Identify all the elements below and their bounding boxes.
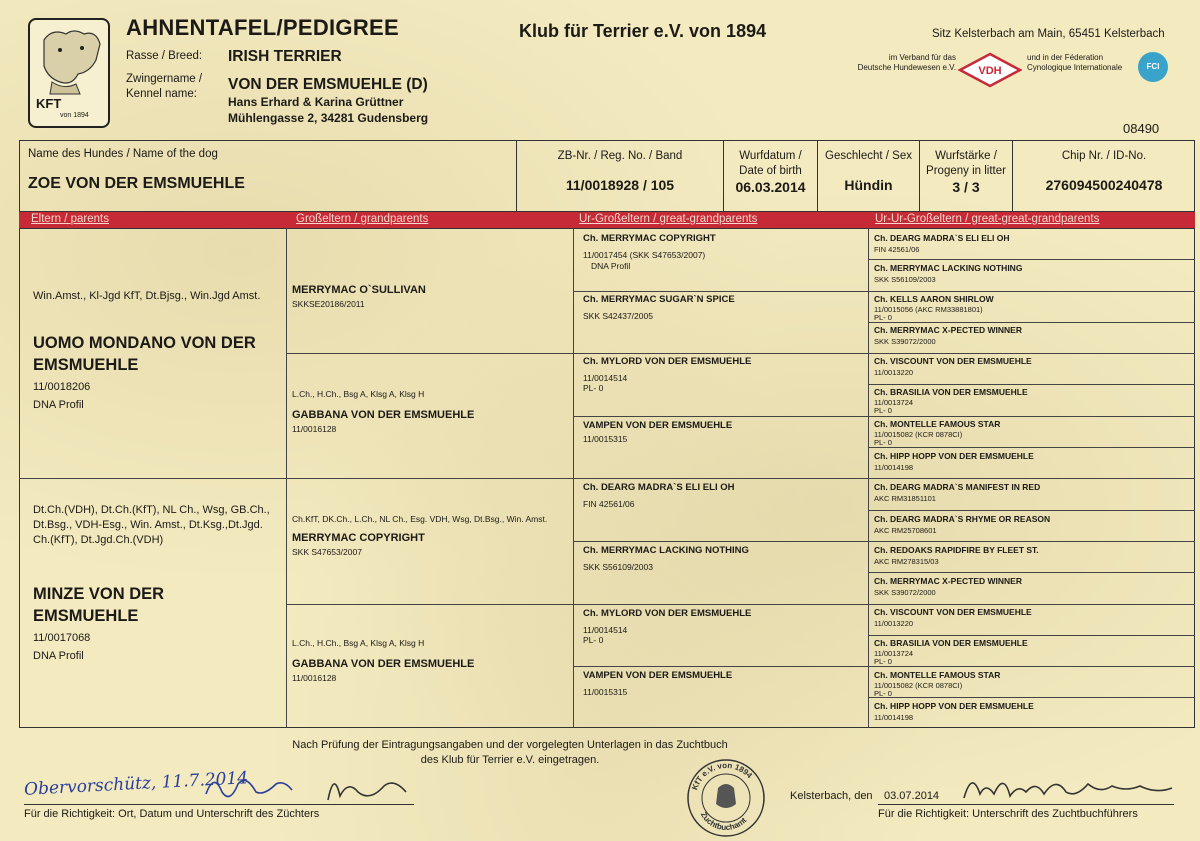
reg-value: 11/0018928 / 105 <box>565 177 675 193</box>
parent-dam <box>33 503 285 662</box>
ggp-reg: SKK S42437/2005 <box>583 311 653 321</box>
grid-divider <box>868 635 1195 636</box>
sire-dna: DNA Profil <box>33 399 84 411</box>
gggp-5: Ch. VISCOUNT VON DER EMSMUEHLE 11/0013220 <box>874 356 1032 377</box>
grandparent-1 <box>292 284 570 309</box>
dob-value: 06.03.2014 <box>735 179 806 195</box>
breeder-name: Hans Erhard & Karina Grüttner <box>228 95 404 109</box>
chip-cell <box>1012 140 1195 212</box>
fci-membership-text: und in der Féderation Cynologique Internationale <box>1027 53 1123 72</box>
grid-divider <box>573 416 1195 417</box>
ggp-reg: 11/0014514 PL- 0 <box>583 373 628 393</box>
grandparent-reg: 11/0016128 <box>292 424 337 434</box>
club-logo <box>28 18 110 128</box>
registration-note: Nach Prüfung der Eintragungsangaben und der vorgelegten Unterlagen in das Zuchtbuch des Klub für Terrier e.V. eingetragen. <box>292 739 728 766</box>
gggp-1: Ch. DEARG MADRA`S ELI ELI OH FIN 42561/06 <box>874 233 1010 254</box>
gggp-4: Ch. MERRYMAC X-PECTED WINNER SKK S39072/2000 <box>874 325 1022 346</box>
col-parents-label: Eltern / parents <box>31 213 109 225</box>
gggp-11: Ch. REDOAKS RAPIDFIRE BY FLEET ST. AKC RM278315/03 <box>874 545 1039 566</box>
dob-cell <box>723 140 817 212</box>
great-grandparent-2 <box>583 294 865 321</box>
place-date-label: Kelsterbach, den <box>790 790 873 802</box>
generation-header-band <box>19 212 1195 228</box>
logo-text: KFT <box>36 96 62 111</box>
ggp-reg: FIN 42561/06 <box>583 499 635 509</box>
ggp-name: Ch. MERRYMAC SUGAR`N SPICE <box>583 294 735 305</box>
parent-sire <box>33 290 283 411</box>
grid-divider <box>868 259 1195 260</box>
breeder-address: Mühlengasse 2, 34281 Gudensberg <box>228 111 429 125</box>
grandparent-name: GABBANA VON DER EMSMUEHLE <box>292 409 475 421</box>
great-grandparent-4 <box>583 420 865 444</box>
gggp-10: Ch. DEARG MADRA`S RHYME OR REASON AKC RM25708601 <box>874 514 1051 535</box>
sire-titles: Win.Amst., Kl-Jgd KfT, Dt.Bjsg., Win.Jgd Amst. <box>33 290 261 302</box>
dob-label: Wurfdatum / Date of birth <box>739 150 802 177</box>
kennel-label-1: Zwingername / <box>126 73 203 85</box>
grid-divider <box>286 353 1195 354</box>
place-date-value: 03.07.2014 <box>884 790 940 802</box>
vdh-membership-text: im Verband für das Deutsche Hundewesen e.V. <box>857 53 956 72</box>
grandparent-3 <box>292 514 572 557</box>
ggp-name: Ch. MYLORD VON DER EMSMUEHLE <box>583 356 752 367</box>
dog-name-label: Name des Hundes / Name of the dog <box>28 148 218 160</box>
ggp-name: VAMPEN VON DER EMSMUEHLE <box>583 420 733 431</box>
chip-value: 276094500240478 <box>1045 177 1163 193</box>
document-title: AHNENTAFEL/PEDIGREE <box>126 15 399 40</box>
breeder-handwritten-place-date: Obervorschütz, 11.7.2014 <box>23 768 249 800</box>
ggp-name: Ch. MYLORD VON DER EMSMUEHLE <box>583 608 752 619</box>
vdh-logo-icon <box>958 52 1022 88</box>
grandparent-reg: SKKSE20186/2011 <box>292 299 365 309</box>
col-grandparents-label: Großeltern / grandparents <box>296 213 429 225</box>
document-number: 08490 <box>1123 121 1160 136</box>
grandparent-reg: SKK S47653/2007 <box>292 547 362 557</box>
great-grandparent-1 <box>583 233 865 272</box>
grid-divider <box>868 572 1195 573</box>
ggp-reg: 11/0017454 (SKK S47653/2007) DNA Profil <box>583 250 706 271</box>
ggp-name: VAMPEN VON DER EMSMUEHLE <box>583 670 733 681</box>
gggp-3: Ch. KELLS AARON SHIRLOW 11/0015056 (AKC RM33881801) PL- 0 <box>874 294 994 322</box>
gggp-2: Ch. MERRYMAC LACKING NOTHING SKK S56109/2003 <box>874 263 1023 284</box>
grandparent-reg: 11/0016128 <box>292 673 337 683</box>
registrar-signature-label: Für die Richtigkeit: Unterschrift des Zuchtbuchführers <box>878 808 1138 820</box>
grandparent-4 <box>292 638 570 683</box>
dam-dna: DNA Profil <box>33 650 84 662</box>
club-name: Klub für Terrier e.V. von 1894 <box>519 21 767 41</box>
gggp-15: Ch. MONTELLE FAMOUS STAR 11/0015082 (KCR 0878CI) PL- 0 <box>874 670 1001 698</box>
fci-logo-icon: FCI <box>1138 52 1168 82</box>
gggp-12: Ch. MERRYMAC X-PECTED WINNER SKK S39072/2000 <box>874 576 1022 597</box>
litter-label: Wurfstärke / Progeny in litter <box>926 150 1006 177</box>
grandparent-name: GABBANA VON DER EMSMUEHLE <box>292 658 475 670</box>
grandparent-name: MERRYMAC COPYRIGHT <box>292 532 425 544</box>
ggp-reg: SKK S56109/2003 <box>583 562 653 572</box>
reg-cell <box>516 140 723 212</box>
vdh-logo-text: VDH <box>978 65 1002 77</box>
ggp-reg: 11/0014514 PL- 0 <box>583 625 628 645</box>
kennel-value: VON DER EMSMUEHLE (D) <box>228 76 428 93</box>
col-great-label: Ur-Großeltern / great-grandparents <box>579 213 758 225</box>
gggp-6: Ch. BRASILIA VON DER EMSMUEHLE 11/0013724 PL- 0 <box>874 387 1028 415</box>
grandparent-name: MERRYMAC O`SULLIVAN <box>292 284 426 296</box>
svg-text:Zuchtbuchamt <box>699 810 749 832</box>
dam-titles: Dt.Ch.(VDH), Dt.Ch.(KfT), NL Ch., Wsg, GB.Ch., Dt.Bsg., VDH-Esg., Win. Amst., Dt.Ksg.,Dt.Jgd. Ch.(KfT), Dt.Jgd.Ch.(VDH) <box>33 504 270 546</box>
grid-divider <box>573 541 1195 542</box>
great-grandparent-6 <box>583 545 865 572</box>
breeder-signature-icon <box>200 766 420 806</box>
grandparent-titles: L.Ch., H.Ch., Bsg A, Klsg A, Klsg H <box>292 638 425 648</box>
great-grandparent-7 <box>583 608 865 645</box>
litter-value: 3 / 3 <box>952 179 980 195</box>
ggp-name: Ch. DEARG MADRA`S ELI ELI OH <box>583 482 735 493</box>
great-grandparent-8 <box>583 670 865 697</box>
club-seat: Sitz Kelsterbach am Main, 65451 Kelsterbach <box>932 28 1165 40</box>
stamp-bottom-text: Zuchtbuchamt <box>698 810 749 833</box>
great-grandparent-5 <box>583 482 865 509</box>
grid-divider <box>868 510 1195 511</box>
litter-cell <box>919 140 1012 212</box>
sire-name: UOMO MONDANO VON DER EMSMUEHLE <box>33 334 256 374</box>
grandparent-2 <box>292 389 570 434</box>
ggp-name: Ch. MERRYMAC COPYRIGHT <box>583 233 716 244</box>
gggp-13: Ch. VISCOUNT VON DER EMSMUEHLE 11/0013220 <box>874 607 1032 628</box>
registrar-signature-icon <box>960 764 1180 804</box>
grid-divider <box>868 322 1195 323</box>
grandparent-titles: L.Ch., H.Ch., Bsg A, Klsg A, Klsg H <box>292 389 425 399</box>
grandparent-titles: Ch.KfT, DK.Ch., L.Ch., NL Ch., Esg. VDH, Wsg, Dt.Bsg., Win. Amst. <box>292 514 548 524</box>
logo-year: von 1894 <box>60 112 89 119</box>
breed-label: Rasse / Breed: <box>126 50 203 62</box>
grid-divider <box>868 384 1195 385</box>
grid-divider <box>573 291 1195 292</box>
grid-divider <box>573 666 1195 667</box>
reg-label: ZB-Nr. / Reg. No. / Band <box>557 150 683 162</box>
grid-divider <box>868 447 1195 448</box>
ggp-name: Ch. MERRYMAC LACKING NOTHING <box>583 545 749 556</box>
great-grandparent-3 <box>583 356 865 393</box>
sire-reg: 11/0018206 <box>33 381 91 393</box>
ggp-reg: 11/0015315 <box>583 434 628 444</box>
grid-divider <box>19 478 1195 479</box>
sex-value: Hündin <box>844 177 893 193</box>
col-greatgreat-label: Ur-Ur-Großeltern / great-great-grandparents <box>875 213 1100 225</box>
gggp-8: Ch. HIPP HOPP VON DER EMSMUEHLE 11/0014198 <box>874 451 1034 472</box>
gggp-9: Ch. DEARG MADRA`S MANIFEST IN RED AKC RM31851101 <box>874 482 1041 503</box>
dog-name: ZOE VON DER EMSMUEHLE <box>28 175 245 192</box>
breed-value: IRISH TERRIER <box>228 48 342 65</box>
stamp-top-text: KfT e.V. von 1894 <box>690 760 755 792</box>
breeder-signature-label: Für die Richtigkeit: Ort, Datum und Unterschrift des Züchters <box>24 808 320 820</box>
sex-cell <box>817 140 919 212</box>
registrar-signature-line <box>878 804 1174 805</box>
kennel-label-2: Kennel name: <box>126 88 197 100</box>
grid-divider <box>286 604 1195 605</box>
zuchtbuchamt-stamp-icon <box>684 756 768 840</box>
gggp-16: Ch. HIPP HOPP VON DER EMSMUEHLE 11/0014198 <box>874 701 1034 722</box>
sex-label: Geschlecht / Sex <box>825 150 912 162</box>
dam-reg: 11/0017068 <box>33 632 91 644</box>
gggp-7: Ch. MONTELLE FAMOUS STAR 11/0015082 (KCR 0878CI) PL- 0 <box>874 419 1001 447</box>
breeder-signature-line <box>24 804 414 805</box>
ggp-reg: 11/0015315 <box>583 687 628 697</box>
chip-label: Chip Nr. / ID-No. <box>1061 150 1147 162</box>
gggp-14: Ch. BRASILIA VON DER EMSMUEHLE 11/0013724 PL- 0 <box>874 638 1028 666</box>
dam-name: MINZE VON DER EMSMUEHLE <box>33 585 165 625</box>
